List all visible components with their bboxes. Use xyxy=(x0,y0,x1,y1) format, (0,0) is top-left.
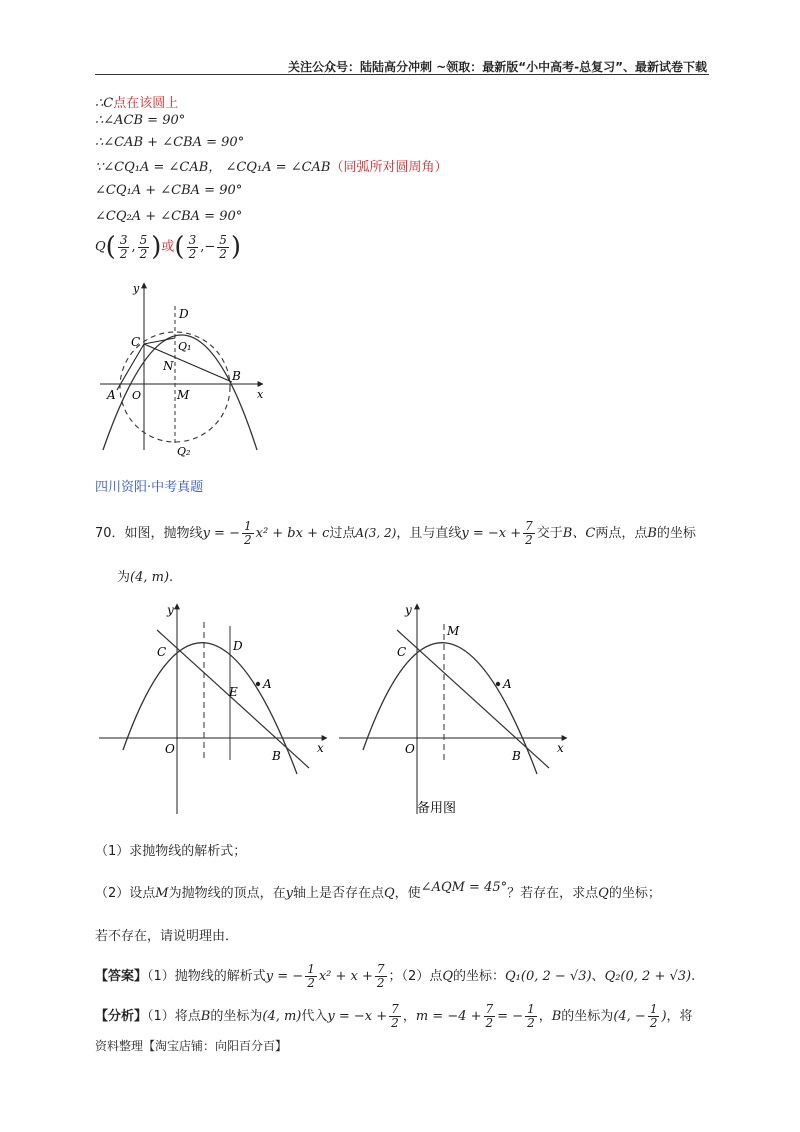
problem-line-1 xyxy=(95,520,696,547)
fig1-label-n: N xyxy=(163,359,174,373)
fig1-label-b: B xyxy=(232,369,241,383)
analysis-text-7: ，将 xyxy=(666,1009,693,1024)
problem-text-d: 交于 xyxy=(536,526,563,541)
analysis-text-2: 的坐标为 xyxy=(210,1009,263,1024)
fig3-caption: 备用图 xyxy=(417,801,457,816)
analysis-text-4: ， xyxy=(402,1009,416,1024)
solution-q-coordinates: Q( $\frac{3}{2}$ , $\frac{5}{2}$ )或( $\frac{3}{2}$ ,− $\frac{5}{2}$ ) xyxy=(95,232,242,262)
q2-y-num: 5 xyxy=(219,232,227,247)
q2-q: Q xyxy=(383,886,395,901)
analysis-frac2-num: 7 xyxy=(485,1002,494,1016)
question-1: （1）求抛物线的解析式； xyxy=(95,844,247,859)
answer-q2: Q₂(0, 2 + √3) xyxy=(604,969,692,984)
problem-text-c: ，且与直线 xyxy=(396,526,462,541)
problem-text-b: 过点 xyxy=(329,526,356,541)
analysis-frac4-den: 2 xyxy=(649,1016,658,1030)
problem-frac-den: 2 xyxy=(243,533,252,547)
fig3-label-a: A xyxy=(503,677,512,691)
q-or: 或 xyxy=(161,239,175,255)
solution-line-3: ∴∠CAB + ∠CBA = 90° xyxy=(95,135,245,150)
fig2-label-x: x xyxy=(317,741,324,755)
q2-x-num: 3 xyxy=(188,232,197,247)
analysis-frac4-num: 1 xyxy=(649,1002,658,1016)
answer-text-4: 的坐标： xyxy=(453,969,506,984)
problem-text-g: B xyxy=(647,526,657,541)
problem-line2-c: . xyxy=(169,570,174,585)
fig1-segment-cq1 xyxy=(144,338,175,344)
analysis-frac-num: 7 xyxy=(391,1002,399,1016)
analysis-m-eq2: = − xyxy=(497,1009,524,1024)
fig1-label-c: C xyxy=(131,335,141,349)
fig2-label-d: D xyxy=(233,639,243,653)
fig3-label-m: M xyxy=(447,624,460,638)
problem-line-eq: y = −x + xyxy=(461,526,522,541)
analysis-point2-end: ) xyxy=(661,1009,667,1024)
figure-circle-parabola xyxy=(95,278,275,458)
question-2-cont: 若不存在，请说明理由． xyxy=(95,929,239,944)
answer-text-1: （1）抛物线的解析式 xyxy=(147,969,266,984)
fig1-label-q2: Q₂ xyxy=(177,445,191,458)
fig2-label-y: y xyxy=(167,603,174,617)
q1-x-num: 3 xyxy=(119,232,128,247)
q2-y-den: 2 xyxy=(219,246,227,261)
fig1-label-o: O xyxy=(132,389,142,402)
answer-q1: Q₁(0, 2 − √3) xyxy=(505,969,592,984)
answer-text-3: Q xyxy=(442,969,453,984)
analysis-frac3-den: 2 xyxy=(527,1016,535,1030)
analysis-frac-den: 2 xyxy=(391,1016,399,1030)
answer-end: . xyxy=(691,969,696,984)
analysis-m-eq: m = −4 + xyxy=(415,1009,482,1024)
answer-frac-num: 1 xyxy=(307,962,315,976)
analysis-frac3-num: 1 xyxy=(527,1002,535,1016)
analysis-text-6: 的坐标为 xyxy=(561,1009,614,1024)
fig1-label-d: D xyxy=(179,307,189,321)
fig3-label-b: B xyxy=(512,749,521,763)
line4-math: ∵∠CQ₁A = ∠CAB， ∠CQ₁A = ∠CAB xyxy=(95,160,331,175)
analysis-text-5: ， xyxy=(538,1009,552,1024)
answer-line xyxy=(95,963,695,990)
q1-y-den: 2 xyxy=(139,246,148,261)
fig3-line-bc xyxy=(397,630,549,768)
fig2-label-a: A xyxy=(263,677,272,691)
q2-text-e: ？若存在，求点 xyxy=(507,886,599,901)
analysis-b: B xyxy=(200,1009,211,1024)
q1-x-den: 2 xyxy=(119,246,128,261)
problem-line-frac-den: 2 xyxy=(525,533,533,547)
problem-number: 70． xyxy=(95,526,125,541)
q2-angle: ∠AQM = 45° xyxy=(420,880,508,895)
fig2-point-a xyxy=(256,682,260,686)
q2-text-d: ，使 xyxy=(394,886,421,901)
question-2 xyxy=(95,882,661,901)
solution-line-6: ∠CQ₂A + ∠CBA = 90° xyxy=(95,209,243,224)
fig3-label-c: C xyxy=(397,645,407,659)
analysis-b2: B xyxy=(551,1009,562,1024)
fig2-parabola xyxy=(123,643,297,774)
header-rule xyxy=(95,74,709,75)
problem-text-f: 两点，点 xyxy=(595,526,648,541)
q2-text-f: 的坐标； xyxy=(608,886,661,901)
q2-text-c: 轴上是否存在点 xyxy=(292,886,384,901)
source-title: 四川资阳·中考真题 xyxy=(95,480,204,495)
fig1-label-a: A xyxy=(107,388,116,402)
line1-note: 点在该圆上 xyxy=(113,96,179,111)
q2-x-den: 2 xyxy=(188,246,197,261)
line4-note: （同弧所对圆周角） xyxy=(330,160,448,175)
page-footer: 资料整理【淘宝店铺：向阳百分百】 xyxy=(95,1039,288,1053)
fig2-label-b: B xyxy=(272,749,281,763)
fig3-parabola xyxy=(363,643,537,774)
fig2-label-o: O xyxy=(165,742,175,756)
analysis-tag: 【分析】 xyxy=(95,1009,148,1024)
answer-text-2: ；（2）点 xyxy=(388,969,443,984)
answer-eq-a: y = − xyxy=(265,969,304,984)
answer-sep: 、 xyxy=(591,969,605,984)
q2-y: y xyxy=(285,886,293,901)
fig1-label-m: M xyxy=(177,388,190,402)
figure-main xyxy=(95,600,335,820)
answer-frac2-num: 7 xyxy=(376,962,385,976)
q1-y-num: 5 xyxy=(139,232,148,247)
analysis-point: (4, m) xyxy=(262,1009,302,1024)
problem-line2-b: (4, m) xyxy=(130,570,170,585)
solution-line-5: ∠CQ₁A + ∠CBA = 90° xyxy=(95,183,243,198)
fig1-label-q1: Q₁ xyxy=(178,340,192,353)
problem-line-frac-num: 7 xyxy=(525,519,533,533)
problem-line-2 xyxy=(117,566,173,585)
fig3-point-a xyxy=(496,682,500,686)
fig3-label-o: O xyxy=(405,742,415,756)
answer-tag: 【答案】 xyxy=(95,969,148,984)
problem-eq-y: y = − xyxy=(202,526,240,541)
analysis-text-1: （1）将点 xyxy=(147,1009,201,1024)
fig1-label-y: y xyxy=(133,282,140,295)
solution-line-4 xyxy=(95,156,448,175)
problem-point-a: A(3, 2) xyxy=(355,526,397,540)
answer-eq-b: x² + x + xyxy=(318,969,373,984)
q2-q-2: Q xyxy=(598,886,609,901)
fig2-label-c: C xyxy=(157,645,167,659)
problem-eq-rest: x² + bx + c xyxy=(255,526,330,541)
analysis-point2: (4, − xyxy=(613,1009,646,1024)
q2-text-a: （2）设点 xyxy=(95,886,156,901)
q2-m: M xyxy=(155,886,169,901)
fig2-label-e: E xyxy=(229,685,238,699)
answer-frac2-den: 2 xyxy=(376,976,385,990)
solution-line-2: ∴∠ACB = 90° xyxy=(95,113,186,128)
q2-y-sign: − xyxy=(204,239,216,255)
fig3-label-x: x xyxy=(557,741,564,755)
problem-text-e: B、C xyxy=(562,526,596,541)
problem-text-h: 的坐标 xyxy=(656,526,696,541)
answer-frac-den: 2 xyxy=(307,976,315,990)
problem-frac-num: 1 xyxy=(243,519,252,533)
analysis-text-3: 代入 xyxy=(301,1009,328,1024)
fig1-label-x: x xyxy=(257,388,264,401)
solution-line-1 xyxy=(95,92,178,111)
fig3-label-y: y xyxy=(405,603,412,617)
analysis-eq: y = −x + xyxy=(327,1009,388,1024)
page-header: 关注公众号：陆陆高分冲刺 ~领取：最新版“小中高考-总复习”、最新试卷下载 xyxy=(288,60,707,74)
q2-text-b: 为抛物线的顶点，在 xyxy=(168,886,286,901)
line1-math: ∴C xyxy=(95,96,114,111)
analysis-line xyxy=(95,1003,693,1030)
q-label: Q xyxy=(95,239,106,255)
figure-backup xyxy=(335,600,575,820)
problem-line2-a: 为 xyxy=(117,570,131,585)
problem-text-a: 如图，抛物线 xyxy=(124,526,203,541)
analysis-frac2-den: 2 xyxy=(485,1016,494,1030)
